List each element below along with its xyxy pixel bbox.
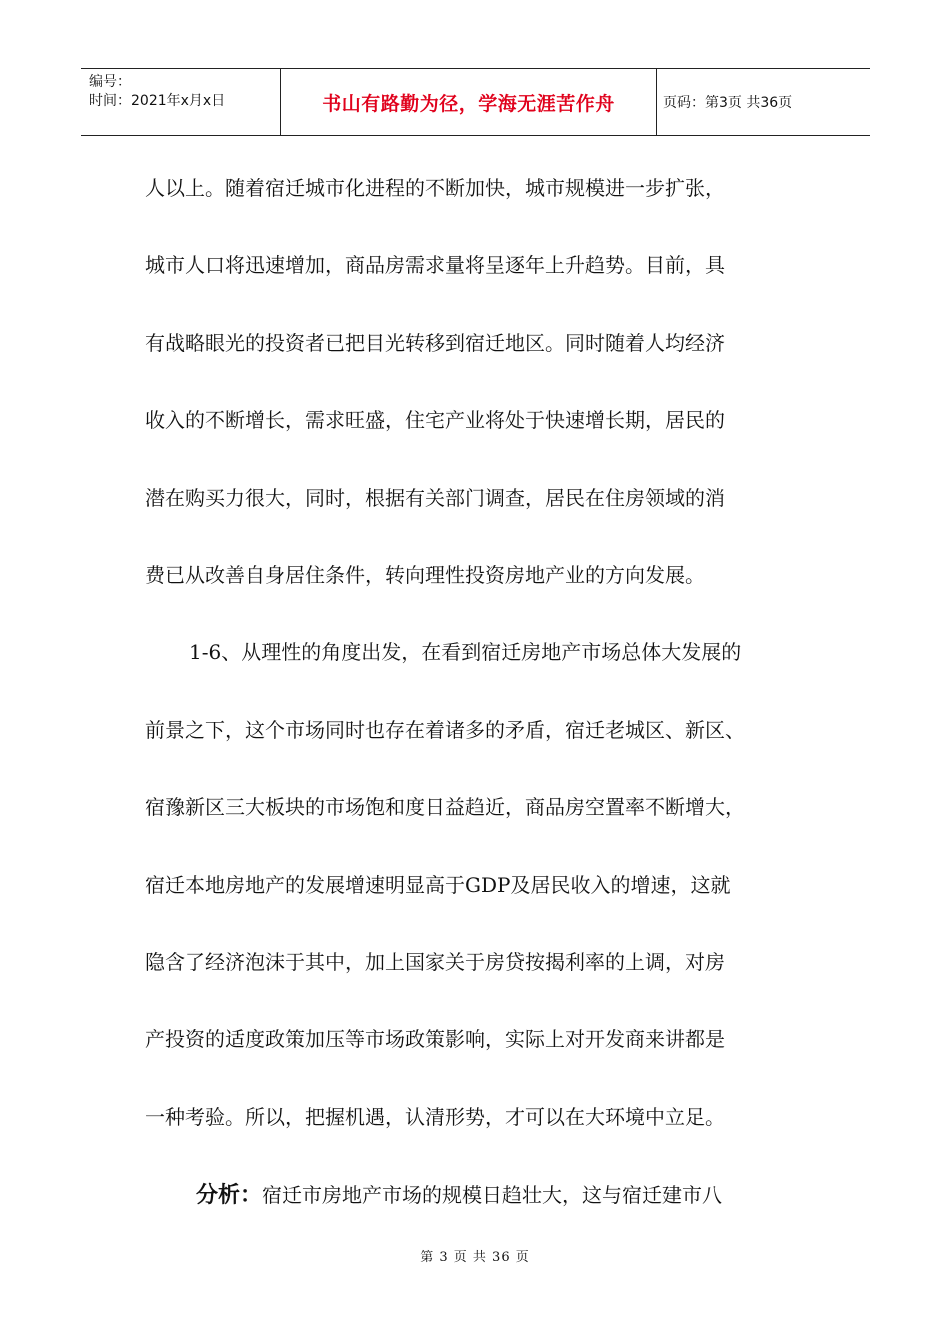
number-label: 编号： (89, 74, 131, 90)
body-line: 有战略眼光的投资者已把目光转移到宿迁地区。同时随着人均经济 (145, 330, 725, 355)
body-line: 1-6、从理性的角度出发，在看到宿迁房地产市场总体大发展的 (189, 640, 742, 665)
body-line: 前景之下，这个市场同时也存在着诸多的矛盾，宿迁老城区、新区、 (145, 717, 745, 742)
body-line: 费已从改善自身居住条件，转向理性投资房地产业的方向发展。 (145, 562, 705, 587)
page-footer: 第 3 页 共 36 页 (420, 1250, 530, 1265)
body-line: 产投资的适度政策加压等市场政策影响，实际上对开发商来讲都是 (145, 1027, 725, 1052)
body-line: 潜在购买力很大，同时，根据有关部门调查，居民在住房领域的消 (145, 485, 725, 510)
page-header (81, 68, 870, 136)
document-body (145, 150, 835, 1156)
header-page-code: 页码：第3页 共36页 (663, 95, 793, 111)
body-line: 隐含了经济泡沫于其中，加上国家关于房贷按揭利率的上调，对房 (145, 949, 725, 974)
analysis-text: 宿迁市房地产市场的规模日趋壮大，这与宿迁建市八 (262, 1183, 723, 1207)
body-line: 一种考验。所以，把握机遇，认清形势，才可以在大环境中立足。 (145, 1104, 725, 1129)
body-line: 宿迁本地房地产的发展增速明显高于GDP及居民收入的增速，这就 (145, 872, 731, 897)
header-motto: 书山有路勤为径，学海无涯苦作舟 (281, 69, 657, 135)
body-line: 人以上。随着宿迁城市化进程的不断加快，城市规模进一步扩张， (145, 176, 725, 200)
header-meta (81, 69, 281, 135)
date-label: 时间：2021年x月x日 (89, 93, 226, 109)
body-line: 宿豫新区三大板块的市场饱和度日益趋近，商品房空置率不断增大， (145, 795, 745, 820)
analysis-paragraph (196, 1170, 722, 1221)
body-line: 城市人口将迅速增加，商品房需求量将呈逐年上升趋势。目前，具 (145, 253, 725, 278)
body-line: 收入的不断增长，需求旺盛，住宅产业将处于快速增长期，居民的 (145, 408, 725, 433)
analysis-label: 分析： (196, 1183, 263, 1208)
